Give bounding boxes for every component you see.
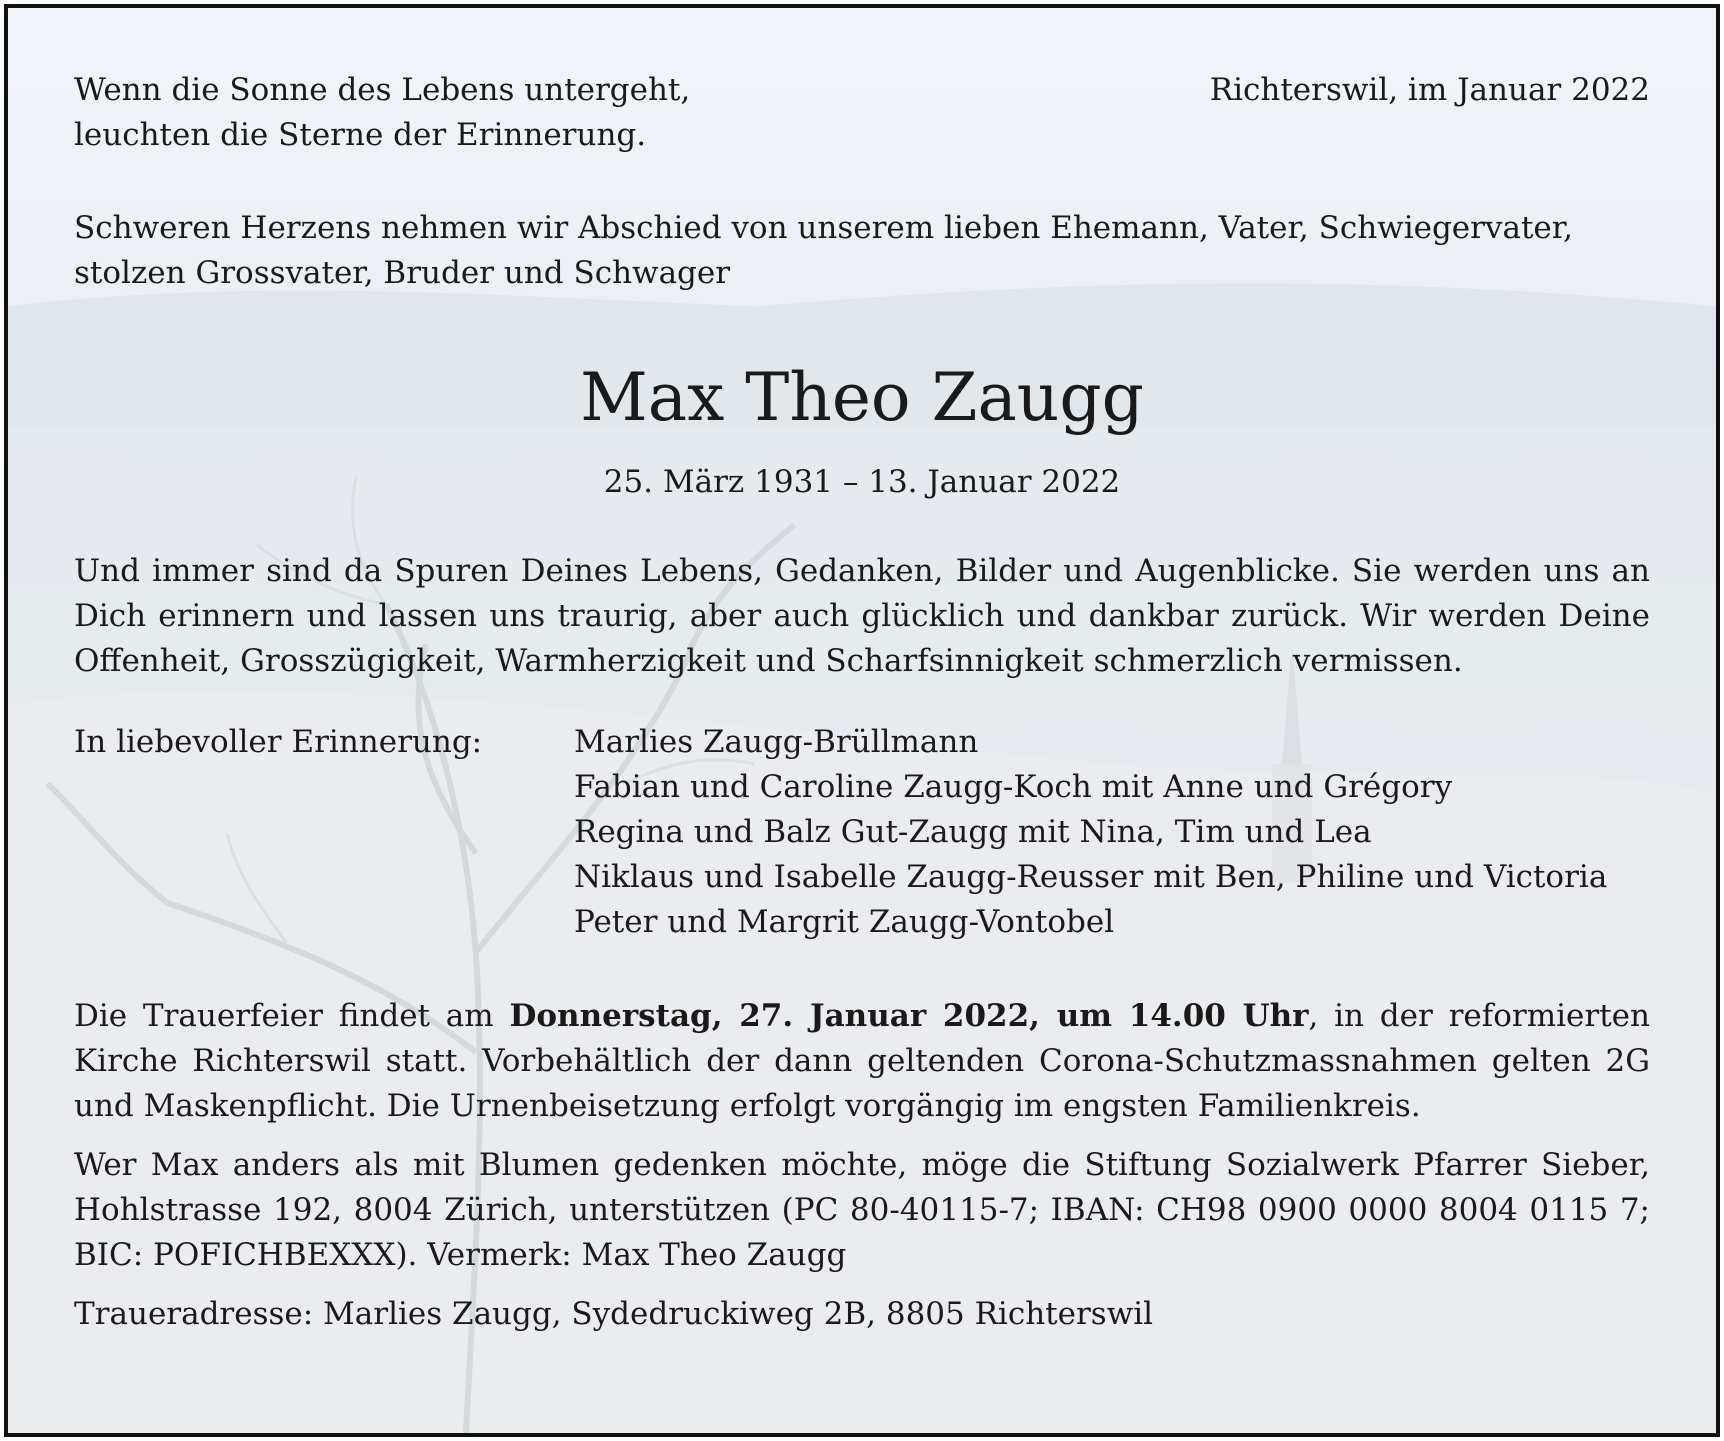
obituary-notice: [4, 4, 1720, 1437]
mourners-list: [574, 720, 1607, 945]
place-date: Richterswil, im Januar 2022: [1209, 72, 1650, 108]
deceased-name: Max Theo Zaugg: [580, 359, 1144, 436]
notice-content: [74, 68, 1650, 1433]
mourner-entry: Regina und Balz Gut-Zaugg mit Nina, Tim und Lea: [574, 814, 1372, 850]
funeral-date-time: Donnerstag, 27. Januar 2022, um 14.00 Uhr: [509, 998, 1309, 1034]
motto-line: Wenn die Sonne des Lebens untergeht,: [74, 72, 691, 108]
mourner-entry: Niklaus und Isabelle Zaugg-Reusser mit Ben, Philine und Victoria: [574, 859, 1608, 895]
mourners-label: In liebevoller Erinnerung:: [74, 724, 483, 760]
mourners-block: [74, 720, 1650, 950]
funeral-prefix: Die Trauerfeier findet am: [74, 998, 510, 1034]
mourner-entry: Peter und Margrit Zaugg-Vontobel: [574, 904, 1115, 940]
tribute-text: Und immer sind da Spuren Deines Lebens, Gedanken, Bilder und Augenblicke. Sie werden uns an Dich erinnern und lassen uns traurig, aber auch glücklich und dankbar zurück. Wir werden Deine Offenheit, Grosszügigkeit, Warmherzigkeit und Scharfsinnigkeit schmerzlich vermissen.: [74, 553, 1650, 679]
funeral-suffix: , in der reformierten Kirche Richterswil statt. Vorbehältlich der dann geltenden Corona-Schutzmassnahmen gelten 2G und Maskenpflicht. Die Urnenbeisetzung erfolgt vorgängig im engsten Familienkreis.: [74, 998, 1650, 1124]
intro-text: Schweren Herzens nehmen wir Abschied von unserem lieben Ehemann, Vater, Schwiegervater, stolzen Grossvater, Bruder und Schwager: [74, 210, 1574, 291]
donation-info: Wer Max anders als mit Blumen gedenken möchte, möge die Stiftung Sozialwerk Pfarrer Sieber, Hohlstrasse 192, 8004 Zürich, unterstützen (PC 80-40115-7; IBAN: CH98 0900 0000 8004 0115 7; BIC: POFICHBEXXX). Vermerk: Max Theo Zaugg: [74, 1147, 1650, 1273]
mourner-entry: Fabian und Caroline Zaugg-Koch mit Anne und Grégory: [574, 769, 1453, 805]
life-dates: 25. März 1931 – 13. Januar 2022: [603, 464, 1121, 500]
motto: [74, 68, 690, 158]
header-row: [74, 68, 1650, 158]
mourner-entry: Marlies Zaugg-Brüllmann: [574, 724, 979, 760]
funeral-info: [74, 994, 1650, 1129]
motto-line: leuchten die Sterne der Erinnerung.: [74, 117, 647, 153]
mourning-address: Traueradresse: Marlies Zaugg, Sydedruckiweg 2B, 8805 Richterswil: [74, 1296, 1154, 1332]
